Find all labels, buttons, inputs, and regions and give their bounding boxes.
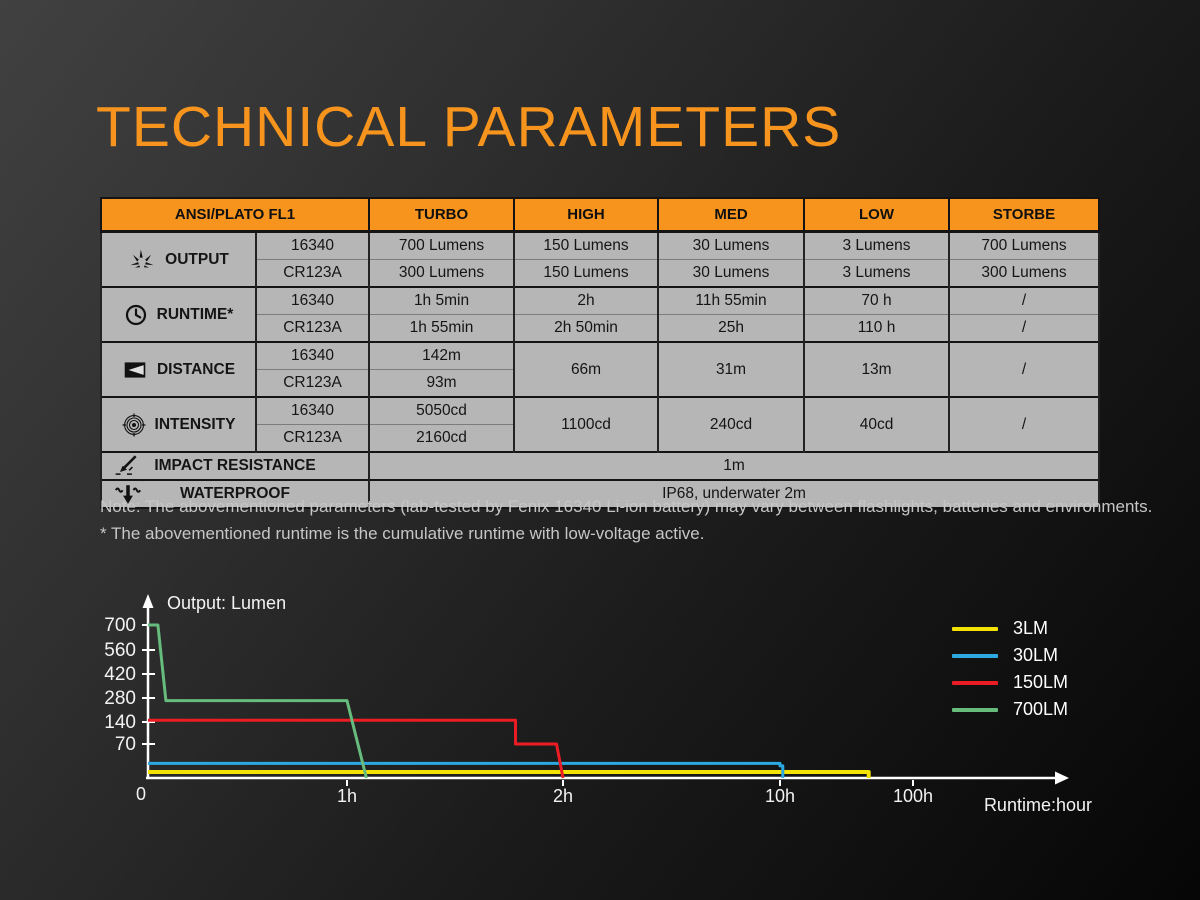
series-700LM <box>148 625 366 778</box>
battery-label: CR123A <box>256 370 369 398</box>
value-cell: 40cd <box>804 397 949 452</box>
value-cell: 3 Lumens <box>804 260 949 288</box>
legend-swatch <box>952 627 998 631</box>
value-cell: 1100cd <box>514 397 658 452</box>
value-cell: 700 Lumens <box>949 232 1099 260</box>
svg-text:0: 0 <box>135 784 147 804</box>
table-row <box>101 452 1099 480</box>
battery-label: 16340 <box>256 397 369 425</box>
svg-text:1h: 1h <box>336 786 358 806</box>
row-label-text: IMPACT RESISTANCE <box>154 457 316 474</box>
svg-text:Output: Lumen: Output: Lumen <box>167 593 287 613</box>
svg-text:70: 70 <box>114 734 136 755</box>
row-label-text: DISTANCE <box>156 360 236 378</box>
header-low: LOW <box>804 198 949 232</box>
series-3LM <box>148 772 869 778</box>
svg-text:140: 140 <box>104 712 136 733</box>
table-header-row <box>101 198 1099 232</box>
svg-text:Runtime:hour: Runtime:hour <box>983 795 1092 815</box>
value-cell: IP68, underwater 2m <box>369 480 1099 508</box>
value-cell: 2160cd <box>369 425 514 453</box>
legend-label: 150LM <box>1013 672 1069 692</box>
battery-label: 16340 <box>256 232 369 260</box>
value-cell: 1h 55min <box>369 315 514 343</box>
light-output-icon <box>128 248 156 272</box>
value-cell: 300 Lumens <box>949 260 1099 288</box>
row-label-output <box>101 232 256 288</box>
value-cell: / <box>949 342 1099 397</box>
header-strobe: STORBE <box>949 198 1099 232</box>
note-parameters: Note: The abovementioned parameters (lab-tested by Fenix 16340 Li-ion battery) may vary between flashlights, batteries and environments. <box>100 497 1153 516</box>
legend-label: 700LM <box>1013 699 1069 719</box>
row-label-text: WATERPROOF <box>180 485 290 502</box>
value-cell: 30 Lumens <box>658 260 804 288</box>
header-ansi-plato: ANSI/PLATO FL1 <box>101 198 369 232</box>
value-cell: 66m <box>514 342 658 397</box>
value-cell: 1h 5min <box>369 287 514 315</box>
legend-swatch <box>952 708 998 712</box>
value-cell: / <box>949 287 1099 315</box>
battery-label: 16340 <box>256 287 369 315</box>
svg-text:420: 420 <box>104 664 136 685</box>
value-cell: 142m <box>369 342 514 370</box>
legend-label: 3LM <box>1013 618 1049 638</box>
battery-label: CR123A <box>256 425 369 453</box>
legend-swatch <box>952 654 998 658</box>
target-icon <box>122 413 146 437</box>
value-cell: 2h 50min <box>514 315 658 343</box>
value-cell: 31m <box>658 342 804 397</box>
value-cell: 3 Lumens <box>804 232 949 260</box>
note-runtime: * The abovementioned runtime is the cumulative runtime with low-voltage active. <box>100 524 705 543</box>
value-cell: 1m <box>369 452 1099 480</box>
series-150LM <box>148 720 563 778</box>
value-cell: 2h <box>514 287 658 315</box>
row-label-distance <box>101 342 256 397</box>
page-title: TECHNICAL PARAMETERS <box>96 95 842 159</box>
row-label-runtime <box>101 287 256 342</box>
row-label-text: INTENSITY <box>154 415 236 433</box>
row-label-impact-resistance <box>101 452 369 480</box>
value-cell: 93m <box>369 370 514 398</box>
value-cell: 13m <box>804 342 949 397</box>
clock-icon <box>124 303 148 327</box>
value-cell: / <box>949 315 1099 343</box>
legend-item <box>952 696 1068 723</box>
svg-text:700: 700 <box>104 615 136 636</box>
header-med: MED <box>658 198 804 232</box>
value-cell: 30 Lumens <box>658 232 804 260</box>
battery-label: 16340 <box>256 342 369 370</box>
legend-swatch <box>952 681 998 685</box>
value-cell: 150 Lumens <box>514 260 658 288</box>
value-cell: 11h 55min <box>658 287 804 315</box>
value-cell: 110 h <box>804 315 949 343</box>
svg-text:10h: 10h <box>764 786 796 806</box>
row-label-text: RUNTIME* <box>156 305 234 323</box>
table-row <box>101 232 1099 260</box>
chart-legend <box>952 615 1068 723</box>
svg-text:560: 560 <box>104 640 136 661</box>
value-cell: 150 Lumens <box>514 232 658 260</box>
battery-label: CR123A <box>256 260 369 288</box>
row-label-text: OUTPUT <box>165 250 229 268</box>
header-turbo: TURBO <box>369 198 514 232</box>
row-label-intensity <box>101 397 256 452</box>
value-cell: 70 h <box>804 287 949 315</box>
legend-item <box>952 642 1068 669</box>
table-row <box>101 342 1099 370</box>
beam-distance-icon <box>122 359 148 381</box>
legend-label: 30LM <box>1013 645 1059 665</box>
value-cell: 300 Lumens <box>369 260 514 288</box>
legend-item <box>952 615 1068 642</box>
value-cell: 240cd <box>658 397 804 452</box>
value-cell: 700 Lumens <box>369 232 514 260</box>
svg-text:2h: 2h <box>552 786 574 806</box>
svg-text:100h: 100h <box>892 786 934 806</box>
impact-arrow-icon <box>114 455 140 477</box>
spec-table <box>100 197 1100 509</box>
value-cell: / <box>949 397 1099 452</box>
legend-item <box>952 669 1068 696</box>
series-30LM <box>148 763 783 778</box>
table-row <box>101 397 1099 425</box>
header-high: HIGH <box>514 198 658 232</box>
value-cell: 5050cd <box>369 397 514 425</box>
battery-label: CR123A <box>256 315 369 343</box>
table-row <box>101 287 1099 315</box>
value-cell: 25h <box>658 315 804 343</box>
svg-text:280: 280 <box>104 688 136 709</box>
